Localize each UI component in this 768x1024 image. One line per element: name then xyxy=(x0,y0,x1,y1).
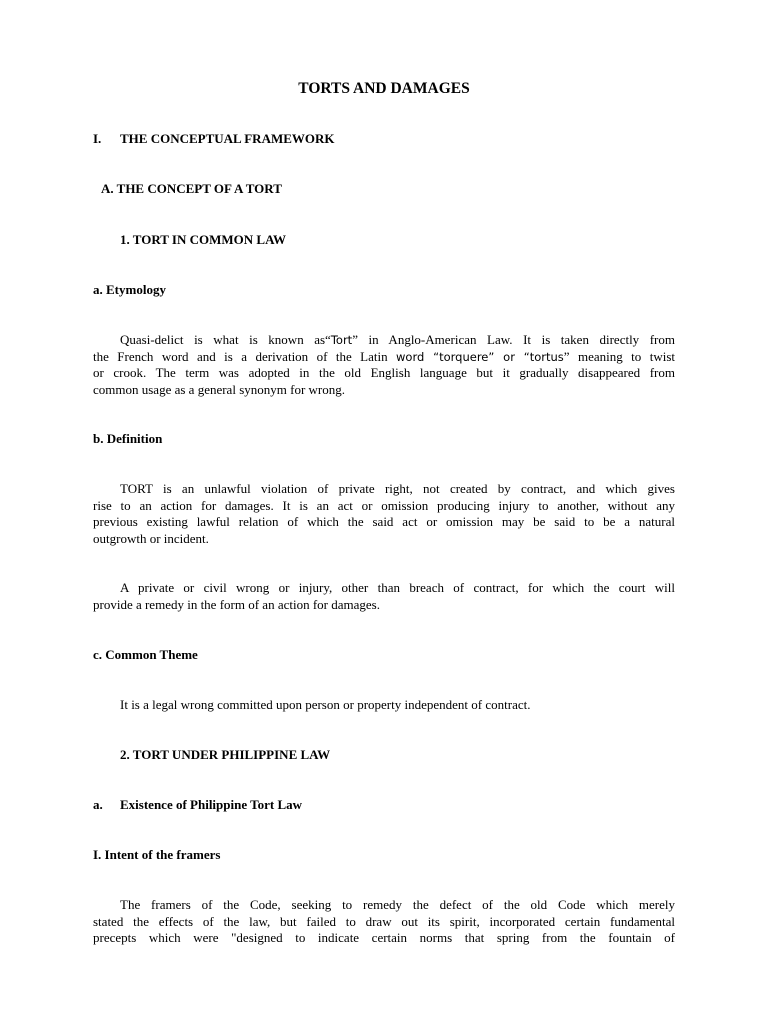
paragraph-line: common usage as a general synonym for wrong. xyxy=(93,381,345,397)
paragraph-line: provide a remedy in the form of an action for damages. xyxy=(93,596,380,612)
text-span: ” meaning to twist xyxy=(563,348,675,364)
paragraph-line: precepts which were "designed to indicate certain norms that spring from the fountain of xyxy=(93,930,675,945)
paragraph-line: The framers of the Code, seeking to remedy the defect of the old Code which merely xyxy=(120,897,675,912)
heading-number: I. xyxy=(93,131,102,146)
paragraph-line xyxy=(93,349,675,366)
heading-conceptual-framework xyxy=(93,131,335,148)
paragraph-line: stated the effects of the law, but failed to draw out its spirit, incorporated certain fundamental xyxy=(93,913,675,929)
paragraph-line: rise to an action for damages. It is an act or omission producing injury to another, without any xyxy=(93,497,675,513)
heading-existence-philippine-tort-law xyxy=(93,797,302,814)
paragraph-line: previous existing lawful relation of which the said act or omission may be said to be a natural xyxy=(93,514,675,529)
document-title: TORTS AND DAMAGES xyxy=(298,80,470,97)
paragraph-definition-1 xyxy=(93,481,675,547)
heading-common-theme: c. Common Theme xyxy=(93,647,198,662)
paragraph-common-theme: It is a legal wrong committed upon person or property independent of contract. xyxy=(120,697,531,712)
paragraph-intent xyxy=(93,897,675,947)
paragraph-line: A private or civil wrong or injury, other than breach of contract, for which the court will xyxy=(120,580,675,595)
heading-concept-of-tort: A. THE CONCEPT OF A TORT xyxy=(101,181,282,196)
paragraph-etymology xyxy=(93,332,675,398)
heading-tort-in-common-law: 1. TORT IN COMMON LAW xyxy=(120,232,287,247)
heading-intent-of-framers: I. Intent of the framers xyxy=(93,847,221,862)
text-span: word “torquere” or “tortus xyxy=(396,349,564,364)
text-span: Quasi-delict is what is known as“ xyxy=(120,332,331,347)
text-span: the French word and is a derivation of the Latin xyxy=(93,348,397,364)
paragraph-line xyxy=(93,332,675,349)
paragraph-line: TORT is an unlawful violation of private right, not created by contract, and which gives xyxy=(120,481,675,496)
text-span: ” in Anglo-American Law. It is taken directly from xyxy=(352,332,675,347)
text-span: Tort xyxy=(330,333,353,347)
heading-text: THE CONCEPTUAL FRAMEWORK xyxy=(120,131,335,146)
heading-tort-under-philippine-law: 2. TORT UNDER PHILIPPINE LAW xyxy=(120,747,331,762)
paragraph-line: outgrowth or incident. xyxy=(93,530,209,546)
heading-number: a. xyxy=(93,797,103,812)
heading-text: Existence of Philippine Tort Law xyxy=(120,797,303,812)
paragraph-definition-2 xyxy=(93,580,675,613)
paragraph-line: or crook. The term was adopted in the old English language but it gradually disappeared from xyxy=(93,365,675,380)
heading-etymology: a. Etymology xyxy=(93,282,166,297)
heading-definition: b. Definition xyxy=(93,431,163,446)
